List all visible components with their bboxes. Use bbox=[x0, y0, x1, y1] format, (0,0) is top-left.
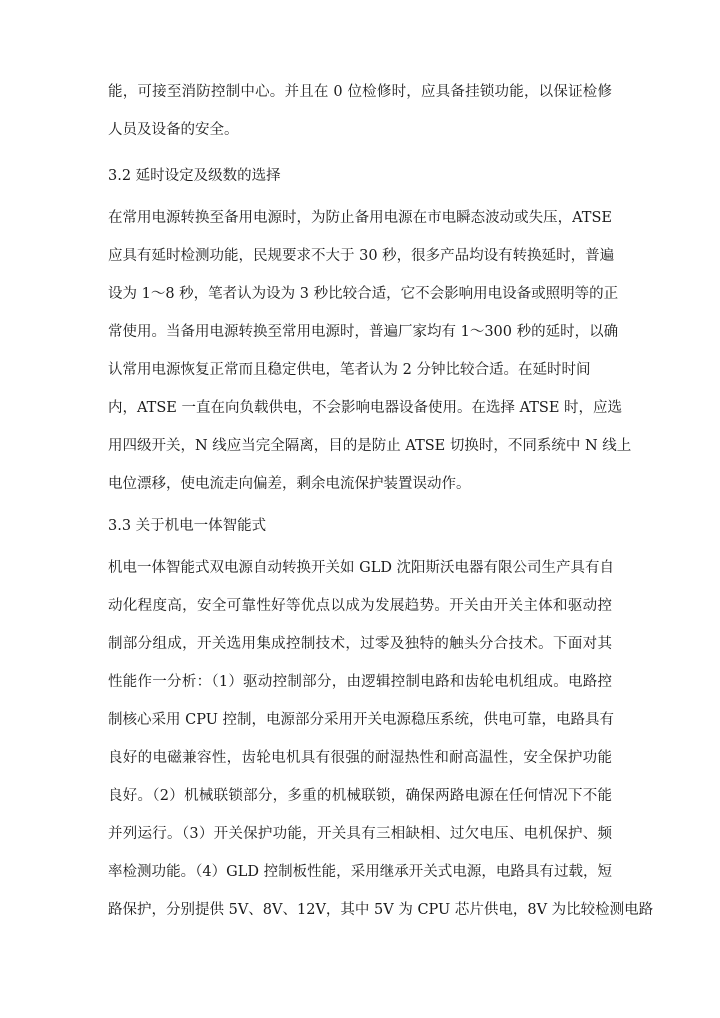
text-line: 人员及设备的安全。 bbox=[108, 122, 239, 138]
text-line: 内，ATSE 一直在向负载供电，不会影响电器设备使用。在选择 ATSE 时，应选 bbox=[108, 400, 623, 416]
text-line: 在常用电源转换至备用电源时，为防止备用电源在市电瞬态波动或失压，ATSE bbox=[108, 210, 612, 226]
text-line: 率检测功能。（4）GLD 控制板性能，采用继承开关式电源，电路具有过载，短 bbox=[108, 864, 612, 880]
text-line: 动化程度高，安全可靠性好等优点以成为发展趋势。开关由开关主体和驱动控 bbox=[108, 598, 612, 614]
text-line: 制部分组成，开关选用集成控制技术，过零及独特的触头分合技术。下面对其 bbox=[108, 636, 612, 652]
text-line: 认常用电源恢复正常而且稳定供电，笔者认为 2 分钟比较合适。在延时时间 bbox=[108, 362, 591, 378]
text-line: 电位漂移，使电流走向偏差，剩余电流保护装置误动作。 bbox=[108, 476, 471, 492]
text-line: 常使用。当备用电源转换至常用电源时，普遍厂家均有 1～300 秒的延时，以确 bbox=[108, 324, 619, 340]
text-line: 应具有延时检测功能，民规要求不大于 30 秒，很多产品均设有转换延时，普遍 bbox=[108, 248, 615, 264]
text-line: 并列运行。（3）开关保护功能，开关具有三相缺相、过欠电压、电机保护、频 bbox=[108, 826, 612, 842]
text-line: 良好的电磁兼容性，齿轮电机具有很强的耐湿热性和耐高温性，安全保护功能 bbox=[108, 750, 612, 766]
text-line: 能，可接至消防控制中心。并且在 0 位检修时，应具备挂锁功能，以保证检修 bbox=[108, 84, 612, 100]
text-line: 机电一体智能式双电源自动转换开关如 GLD 沈阳斯沃电器有限公司生产具有自 bbox=[108, 560, 615, 576]
section-heading: 3.2 延时设定及级数的选择 bbox=[108, 168, 281, 184]
text-line: 制核心采用 CPU 控制，电源部分采用开关电源稳压系统，供电可靠，电路具有 bbox=[108, 712, 615, 728]
text-line: 路保护，分别提供 5V、8V、12V，其中 5V 为 CPU 芯片供电，8V 为比较检测电路 bbox=[108, 902, 654, 918]
text-line: 设为 1～8 秒，笔者认为设为 3 秒比较合适，它不会影响用电设备或照明等的正 bbox=[108, 286, 619, 302]
text-line: 良好。（2）机械联锁部分，多重的机械联锁，确保两路电源在任何情况下不能 bbox=[108, 788, 612, 804]
text-line: 性能作一分析：（1）驱动控制部分，由逻辑控制电路和齿轮电机组成。电路控 bbox=[108, 674, 612, 690]
section-heading: 3.3 关于机电一体智能式 bbox=[108, 518, 267, 534]
text-line: 用四级开关，N 线应当完全隔离，目的是防止 ATSE 切换时，不同系统中 N 线上 bbox=[108, 438, 632, 454]
